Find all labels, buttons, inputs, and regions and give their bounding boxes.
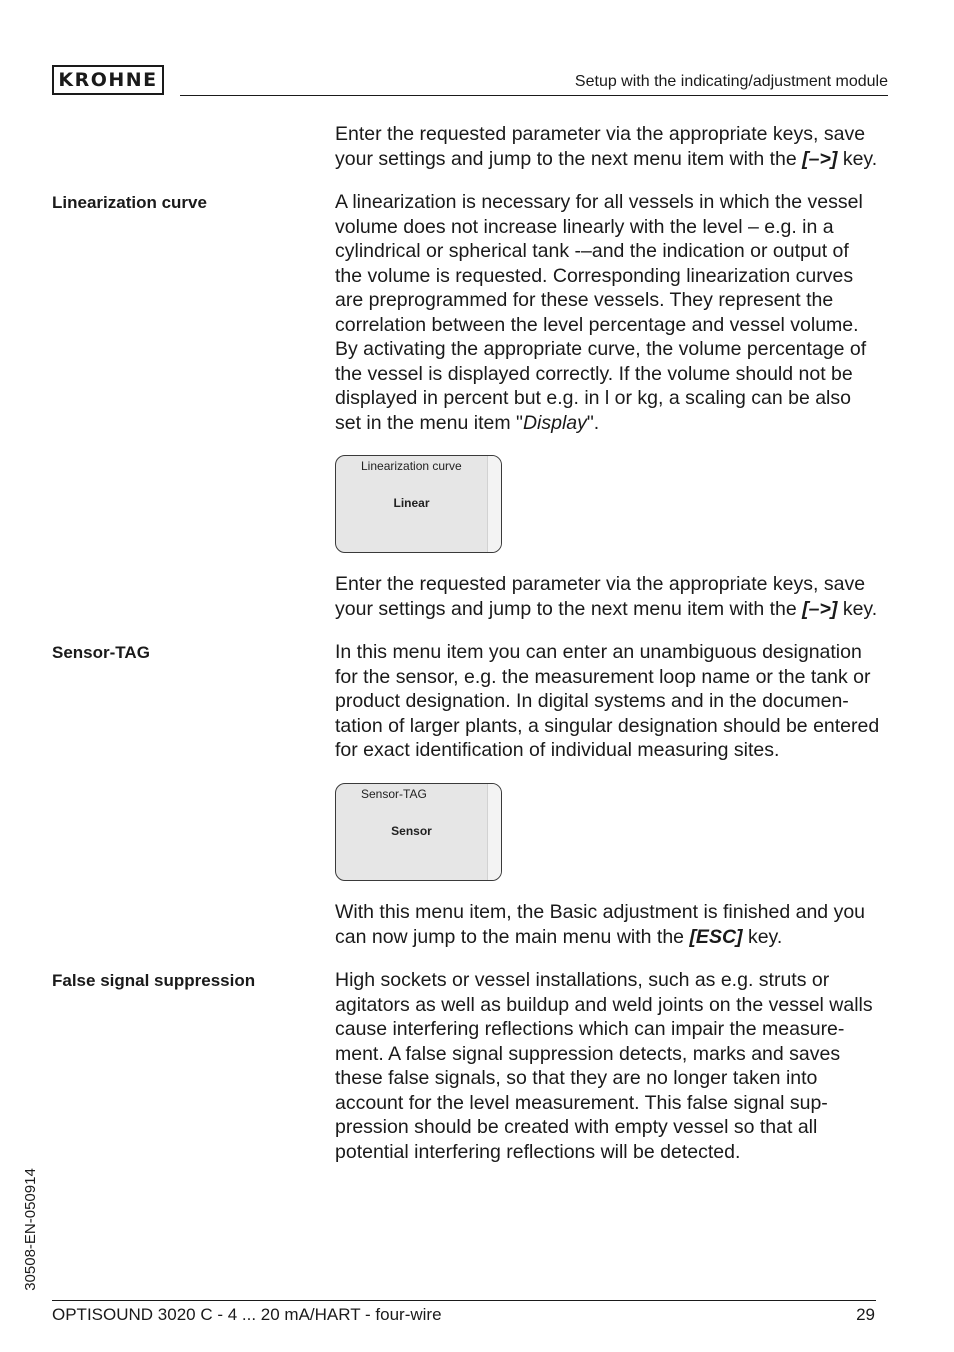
sensor-tag-paragraph: [335, 640, 895, 763]
document-code-text: 30508-EN-050914: [21, 1167, 39, 1291]
esc-key-label: [ESC]: [689, 925, 743, 948]
text-line: By activating the appropriate curve, the volume percentage of: [335, 338, 867, 360]
text-fragment: key.: [742, 925, 783, 948]
header-rule: [180, 95, 888, 96]
text-line: product designation. In digital systems and in the documen-: [335, 690, 849, 712]
basic-adjustment-paragraph: [335, 900, 895, 949]
instruction-paragraph: [335, 572, 895, 621]
text-line: the volume is requested. Corresponding linearization curves: [335, 264, 854, 287]
text-line: cause interfering reflections which can impair the measure-: [335, 1018, 845, 1040]
text-line: volume does not increase linearly with the level – e.g. in a: [335, 215, 834, 238]
text-line: A linearization is necessary for all vessels in which the vessel: [335, 191, 863, 213]
text-fragment: ".: [586, 411, 600, 434]
text-line: for exact identification of individual measuring sites.: [335, 739, 780, 761]
next-key-label: [–>]: [802, 597, 838, 620]
text-line: for the sensor, e.g. the measurement loop name or the tank or: [335, 665, 871, 688]
footer-rule: [52, 1300, 876, 1301]
text-line: High sockets or vessel installations, such as e.g. struts or: [335, 969, 830, 991]
text-fragment: key.: [837, 597, 878, 620]
text-fragment: key.: [837, 147, 878, 170]
text-line: are preprogrammed for these vessels. They represent the: [335, 289, 834, 311]
section-label-false-signal: False signal suppression: [52, 971, 256, 990]
text-line: ment. A false signal suppression detects, marks and saves: [335, 1042, 841, 1065]
text-line: tation of larger plants, a singular designation should be entered: [335, 714, 880, 737]
text-line: cylindrical or spherical tank -–and the indication or output of: [335, 240, 849, 262]
footer-product: OPTISOUND 3020 C - 4 ... 20 mA/HART - four-wire: [52, 1305, 442, 1324]
linearization-paragraph: [335, 190, 895, 435]
text-line: [335, 411, 895, 436]
display-title: Sensor-TAG: [361, 787, 427, 801]
next-key-label: [–>]: [802, 147, 838, 170]
text-line: displayed in percent but e.g. in l or kg, a scaling can be also: [335, 387, 851, 409]
document-code: [18, 1155, 42, 1303]
section-label-linearization: Linearization curve: [52, 193, 207, 212]
module-display-sensor-tag: [335, 783, 502, 881]
display-edge: [487, 784, 501, 880]
text-line: potential interfering reflections will be detected.: [335, 1140, 741, 1163]
text-line: account for the level measurement. This false signal sup-: [335, 1091, 828, 1114]
text-line: pression should be created with empty vessel so that all: [335, 1116, 818, 1138]
text-line: Enter the requested parameter via the appropriate keys, save: [335, 123, 866, 145]
false-signal-paragraph: [335, 968, 895, 1164]
text-fragment: can now jump to the main menu with the: [335, 925, 690, 948]
text-line: [335, 597, 895, 622]
text-line: agitators as well as buildup and weld joints on the vessel walls: [335, 993, 873, 1016]
text-line: Enter the requested parameter via the appropriate keys, save: [335, 573, 866, 595]
text-line: [335, 147, 895, 172]
display-value: Sensor: [391, 824, 432, 838]
display-value: Linear: [393, 496, 430, 510]
text-line: In this menu item you can enter an unambiguous designation: [335, 641, 862, 663]
krohne-logo: KROHNE: [52, 65, 164, 95]
text-fragment: your settings and jump to the next menu item with the: [335, 147, 803, 170]
header-title: Setup with the indicating/adjustment module: [574, 73, 888, 90]
text-line: [335, 925, 895, 950]
text-line: correlation between the level percentage and vessel volume.: [335, 313, 859, 336]
display-edge: [487, 456, 501, 552]
text-line: these false signals, so that they are no longer taken into: [335, 1067, 818, 1089]
page-number: 29: [856, 1305, 875, 1324]
section-label-sensor-tag: Sensor-TAG: [52, 643, 150, 662]
text-fragment: set in the menu item ": [335, 411, 523, 434]
text-line: the vessel is displayed correctly. If the volume should not be: [335, 362, 853, 385]
module-display-linearization: [335, 455, 502, 553]
intro-paragraph: [335, 122, 895, 171]
display-title: Linearization curve: [361, 459, 462, 473]
display-menu-reference: Display: [522, 411, 587, 434]
text-fragment: your settings and jump to the next menu item with the: [335, 597, 803, 620]
text-line: With this menu item, the Basic adjustment is finished and you: [335, 901, 866, 923]
